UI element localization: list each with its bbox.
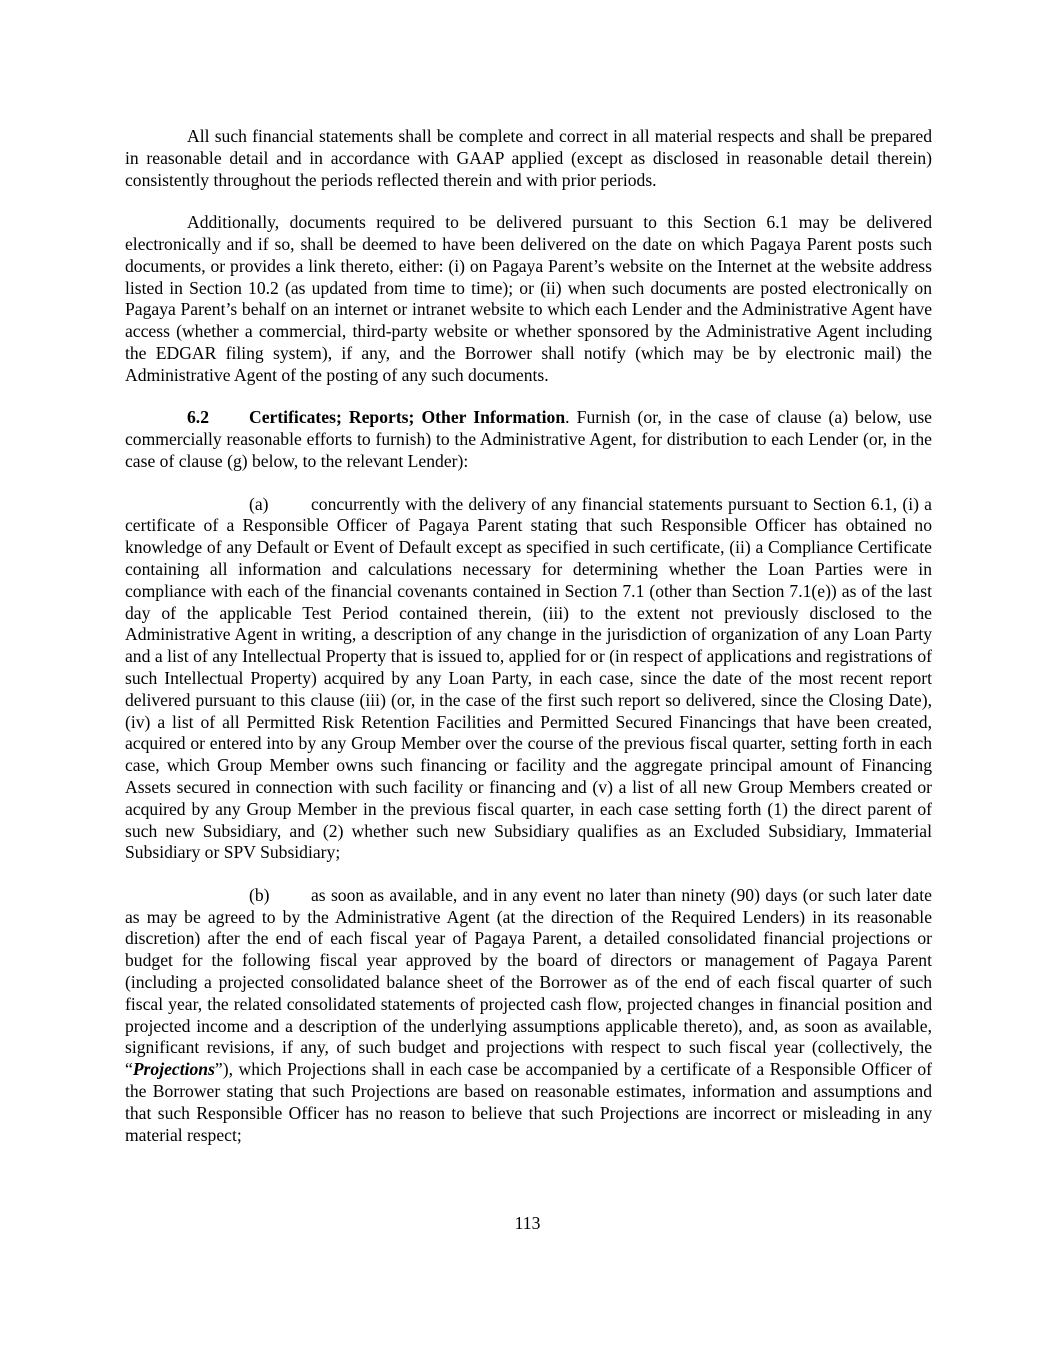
clause-b-text-after: ”), which Projections shall in each case be accompanied by a certificate of a Responsible Officer of the Borrower stating that such Projections are based on reasonable estimates, information and assumptions and that such Responsible Officer has no reason to believe that such Projections are incorrect or misleading in any material respect;: [125, 1059, 932, 1145]
clause-b: [125, 885, 932, 1147]
section-intro: Furnish (or, in the case of clause (a) below, use commercially reasonable efforts to furnish) to the Administrative Agent, for distribution to each Lender (or, in the case of clause (g) below, to the relevant Lender):: [125, 407, 932, 471]
clause-a: [125, 494, 932, 865]
section-6-2: [125, 407, 932, 472]
document-body: [125, 126, 932, 1167]
clause-a-text: concurrently with the delivery of any financial statements pursuant to Section 6.1, (i) a certificate of a Responsible Officer of Pagaya Parent stating that such Responsible Officer has obtained no knowledge of any Default or Event of Default except as specified in such certificate, (ii) a Compliance Certificate containing all information and calculations necessary for determining whether the Loan Parties were in compliance with each of the financial covenants contained in Section 7.1 (other than Section 7.1(e)) as of the last day of the applicable Test Period contained therein, (iii) to the extent not previously disclosed to the Administrative Agent in writing, a description of any change in the jurisdiction of organization of any Loan Party and a list of any Intellectual Property that is issued to, applied for or (in respect of applications and registrations of such Intellectual Property) acquired by any Loan Party, in each case, since the date of the most recent report delivered pursuant to this clause (iii) (or, in the case of the first such report so delivered, since the Closing Date), (iv) a list of all Permitted Risk Retention Facilities and Permitted Secured Financings that have been created, acquired or entered into by any Group Member over the course of the previous fiscal quarter, setting forth in each case, which Group Member owns such financing or facility and the aggregate principal amount of Financing Assets secured in connection with such facility or financing and (v) a list of all new Group Members created or acquired by any Group Member in the previous fiscal quarter, in each case setting forth (1) the direct parent of such new Subsidiary, and (2) whether such new Subsidiary qualifies as an Excluded Subsidiary, Immaterial Subsidiary or SPV Subsidiary;: [125, 493, 932, 863]
section-title: Certificates; Reports; Other Information: [249, 407, 566, 428]
section-number: 6.2: [187, 407, 209, 428]
page-number: 113: [514, 1213, 541, 1233]
clause-b-text-before: as soon as available, and in any event no later than ninety (90) days (or such later date as may be agreed to by the Administrative Agent (at the direction of the Required Lenders) in its reasonable discretion) after the end of each fiscal year of Pagaya Parent, a detailed consolidated financial projections or budget for the following fiscal year approved by the board of directors or management of Pagaya Parent (including a projected consolidated balance sheet of the Borrower as of the end of each fiscal quarter of such fiscal year, the related consolidated statements of projected cash flow, projected changes in financial position and projected income and a description of the underlying assumptions applicable thereto), and, as soon as available, significant revisions, if any, of such budget and projections with respect to such fiscal year (collectively, the “: [125, 884, 932, 1080]
paragraph-financial-statements: All such financial statements shall be complete and correct in all material respects and shall be prepared in reasonable detail and in accordance with GAAP applied (except as disclosed in reasonable detail therein) consistently throughout the periods reflected therein and with prior periods.: [125, 126, 932, 190]
clause-a-label: (a): [249, 493, 269, 514]
section-title-period: .: [565, 407, 570, 428]
paragraph-electronic-delivery: Additionally, documents required to be delivered pursuant to this Section 6.1 may be delivered electronically and if so, shall be deemed to have been delivered on the date on which Pagaya Parent posts such documents, or provides a link thereto, either: (i) on Pagaya Parent’s website on the Internet at the website address listed in Section 10.2 (as updated from time to time); or (ii) when such documents are posted electronically on Pagaya Parent’s behalf on an internet or intranet website to which each Lender and the Administrative Agent have access (whether a commercial, third-party website or whether sponsored by the Administrative Agent including the EDGAR filing system), if any, and the Borrower shall notify (which may be by electronic mail) the Administrative Agent of the posting of any such documents.: [125, 212, 932, 385]
defined-term-projections: Projections: [132, 1059, 215, 1080]
clause-b-label: (b): [249, 884, 270, 905]
